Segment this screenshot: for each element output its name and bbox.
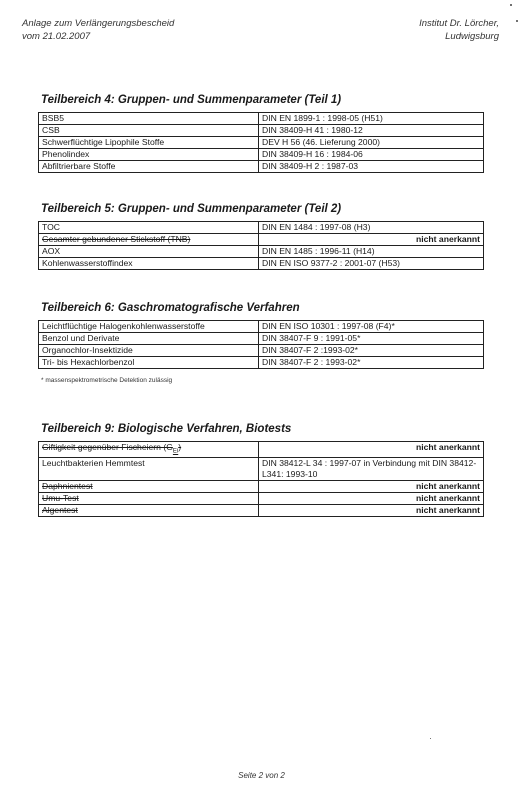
param-cell-struck bbox=[39, 442, 259, 458]
table-row bbox=[39, 493, 484, 505]
page-number: Seite 2 von 2 bbox=[238, 771, 285, 780]
param-cell: AOX bbox=[39, 246, 259, 258]
param-cell-struck: Umu-Test bbox=[39, 493, 259, 505]
norm-cell: DIN EN 1485 : 1996-11 (H14) bbox=[259, 246, 484, 258]
table-row bbox=[39, 125, 484, 137]
norm-cell: DIN 38407-F 9 : 1991-05* bbox=[259, 333, 484, 345]
header-left-line1: Anlage zum Verlängerungsbescheid bbox=[22, 18, 175, 29]
section-title: Teilbereich 6: Gaschromatografische Verfahren bbox=[41, 302, 300, 314]
section-teilbereich-5 bbox=[38, 203, 484, 270]
table-row bbox=[39, 246, 484, 258]
param-cell: TOC bbox=[39, 222, 259, 234]
param-cell: Organochlor-Insektizide bbox=[39, 345, 259, 357]
norm-cell: DIN EN 1899-1 : 1998-05 (H51) bbox=[259, 113, 484, 125]
scan-speck bbox=[510, 4, 512, 6]
norm-cell: DIN 38409-H 41 : 1980-12 bbox=[259, 125, 484, 137]
table-row bbox=[39, 333, 484, 345]
param-cell-struck: Gesamter gebundener Stickstoff (TNB) bbox=[39, 234, 259, 246]
table-row bbox=[39, 458, 484, 481]
param-cell-struck: Daphnientest bbox=[39, 481, 259, 493]
table-row bbox=[39, 149, 484, 161]
scan-speck bbox=[516, 20, 518, 22]
table-row bbox=[39, 321, 484, 333]
table-row bbox=[39, 505, 484, 517]
param-cell: Abfiltrierbare Stoffe bbox=[39, 161, 259, 173]
norm-cell: DIN 38409-H 2 : 1987-03 bbox=[259, 161, 484, 173]
param-cell: Tri- bis Hexachlorbenzol bbox=[39, 357, 259, 369]
norm-cell: DIN 38407-F 2 :1993-02* bbox=[259, 345, 484, 357]
table-row bbox=[39, 442, 484, 458]
footnote: * massenspektrometrische Detektion zulässig bbox=[41, 377, 173, 384]
status-not-accredited: nicht anerkannt bbox=[259, 442, 484, 458]
header-left bbox=[22, 17, 174, 43]
param-cell: BSB5 bbox=[39, 113, 259, 125]
status-not-accredited: nicht anerkannt bbox=[259, 505, 484, 517]
param-cell: Leichtflüchtige Halogenkohlenwasserstoffe bbox=[39, 321, 259, 333]
parameter-table bbox=[38, 320, 484, 369]
header-right-line1: Institut Dr. Lörcher, bbox=[419, 18, 499, 29]
status-not-accredited: nicht anerkannt bbox=[259, 234, 484, 246]
section-title: Teilbereich 9: Biologische Verfahren, Biotests bbox=[41, 423, 292, 435]
table-row bbox=[39, 258, 484, 270]
parameter-table bbox=[38, 112, 484, 173]
param-text: Giftigkeit gegenüber Fischeiern (G bbox=[42, 442, 173, 452]
table-row bbox=[39, 357, 484, 369]
header-left-line2: vom 21.02.2007 bbox=[22, 31, 91, 42]
param-subscript: Ei bbox=[172, 448, 179, 455]
param-cell: Leuchtbakterien Hemmtest bbox=[39, 458, 259, 481]
header-right-line2: Ludwigsburg bbox=[445, 31, 499, 42]
header-right bbox=[419, 17, 499, 43]
param-cell: Kohlenwasserstoffindex bbox=[39, 258, 259, 270]
param-cell: CSB bbox=[39, 125, 259, 137]
norm-cell: DIN 38409-H 16 : 1984-06 bbox=[259, 149, 484, 161]
param-text-end: ) bbox=[178, 442, 182, 452]
norm-cell: DIN EN ISO 9377-2 : 2001-07 (H53) bbox=[259, 258, 484, 270]
param-cell: Phenolindex bbox=[39, 149, 259, 161]
param-cell-struck: Algentest bbox=[39, 505, 259, 517]
table-row bbox=[39, 161, 484, 173]
table-row bbox=[39, 137, 484, 149]
norm-cell: DIN EN 1484 : 1997-08 (H3) bbox=[259, 222, 484, 234]
norm-cell: DIN EN ISO 10301 : 1997-08 (F4)* bbox=[259, 321, 484, 333]
section-teilbereich-6 bbox=[38, 302, 484, 384]
table-row bbox=[39, 345, 484, 357]
norm-cell: DIN 38407-F 2 : 1993-02* bbox=[259, 357, 484, 369]
param-cell: Benzol und Derivate bbox=[39, 333, 259, 345]
norm-cell: DEV H 56 (46. Lieferung 2000) bbox=[259, 137, 484, 149]
section-teilbereich-9 bbox=[38, 423, 484, 517]
parameter-table bbox=[38, 441, 484, 517]
scan-speck bbox=[430, 738, 431, 739]
status-not-accredited: nicht anerkannt bbox=[259, 481, 484, 493]
parameter-table bbox=[38, 221, 484, 270]
table-row bbox=[39, 481, 484, 493]
norm-cell: DIN 38412-L 34 : 1997-07 in Verbindung mit DIN 38412-L341: 1993-10 bbox=[259, 458, 484, 481]
table-row bbox=[39, 222, 484, 234]
status-not-accredited: nicht anerkannt bbox=[259, 493, 484, 505]
table-row bbox=[39, 113, 484, 125]
param-cell: Schwerflüchtige Lipophile Stoffe bbox=[39, 137, 259, 149]
table-row bbox=[39, 234, 484, 246]
section-teilbereich-4 bbox=[38, 94, 484, 173]
section-title: Teilbereich 5: Gruppen- und Summenparameter (Teil 2) bbox=[41, 203, 342, 215]
section-title: Teilbereich 4: Gruppen- und Summenparameter (Teil 1) bbox=[41, 94, 342, 106]
